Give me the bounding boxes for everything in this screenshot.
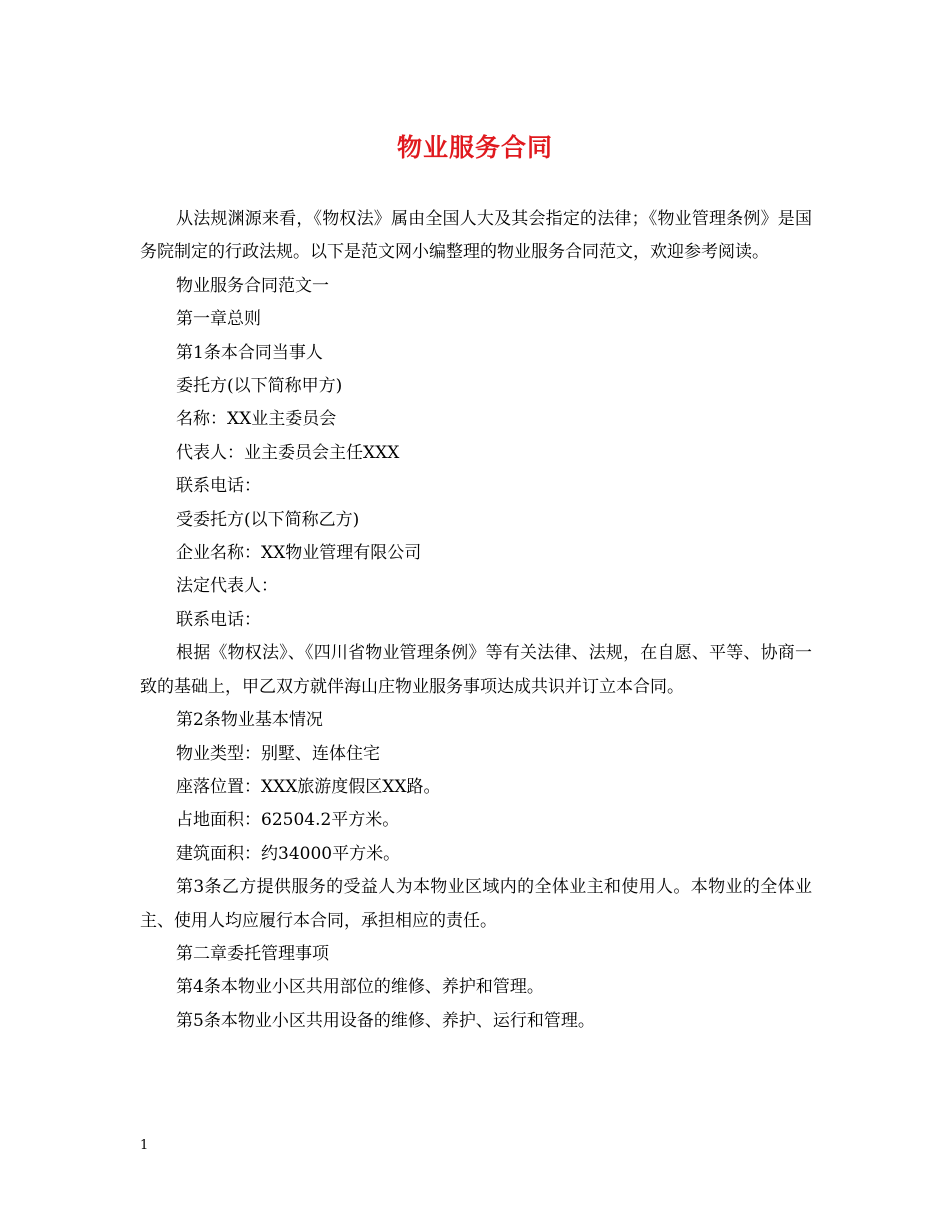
document-title: 物业服务合同 xyxy=(396,133,553,162)
party-a-representative: 代表人：业主委员会主任XXX xyxy=(176,442,400,463)
chapter-2-heading: 第二章委托管理事项 xyxy=(176,943,329,964)
chapter-1-heading: 第一章总则 xyxy=(176,309,261,330)
document-body xyxy=(140,203,812,1038)
article-2-heading: 第2条物业基本情况 xyxy=(176,710,323,731)
party-b-label: 受委托方(以下简称乙方) xyxy=(176,509,360,530)
land-area: 占地面积：62504.2平方米。 xyxy=(176,810,400,831)
paragraph-intro: 从法规渊源来看，《物权法》属由全国人大及其会指定的法律；《物业管理条例》是国务院制定的行政法规。以下是范文网小编整理的物业服务合同范文，欢迎参考阅读。 xyxy=(140,209,812,263)
paragraph-sample-heading: 物业服务合同范文一 xyxy=(176,275,329,296)
party-b-legal-representative: 法定代表人： xyxy=(176,576,278,597)
party-b-company-name: 企业名称：XX物业管理有限公司 xyxy=(176,543,422,564)
paragraph-legal-basis: 根据《物权法》、《四川省物业管理条例》等有关法律、法规，在自愿、平等、协商一致的基础上，甲乙双方就伴海山庄物业服务事项达成共识并订立本合同。 xyxy=(140,643,812,697)
article-3: 第3条乙方提供服务的受益人为本物业区域内的全体业主和使用人。本物业的全体业主、使用人均应履行本合同，承担相应的责任。 xyxy=(140,877,812,931)
party-a-phone: 联系电话： xyxy=(176,476,261,497)
party-b-phone: 联系电话： xyxy=(176,609,261,630)
article-5: 第5条本物业小区共用设备的维修、养护、运行和管理。 xyxy=(176,1010,595,1031)
property-location: 座落位置：XXX旅游度假区XX路。 xyxy=(176,776,441,797)
property-type: 物业类型：别墅、连体住宅 xyxy=(176,743,380,764)
party-a-label: 委托方(以下简称甲方) xyxy=(176,376,343,397)
article-4: 第4条本物业小区共用部位的维修、养护和管理。 xyxy=(176,977,544,998)
article-1-heading: 第1条本合同当事人 xyxy=(176,342,323,363)
page-number: 1 xyxy=(140,1138,149,1153)
building-area: 建筑面积：约34000平方米。 xyxy=(176,843,401,864)
party-a-name: 名称：XX业主委员会 xyxy=(176,409,337,430)
